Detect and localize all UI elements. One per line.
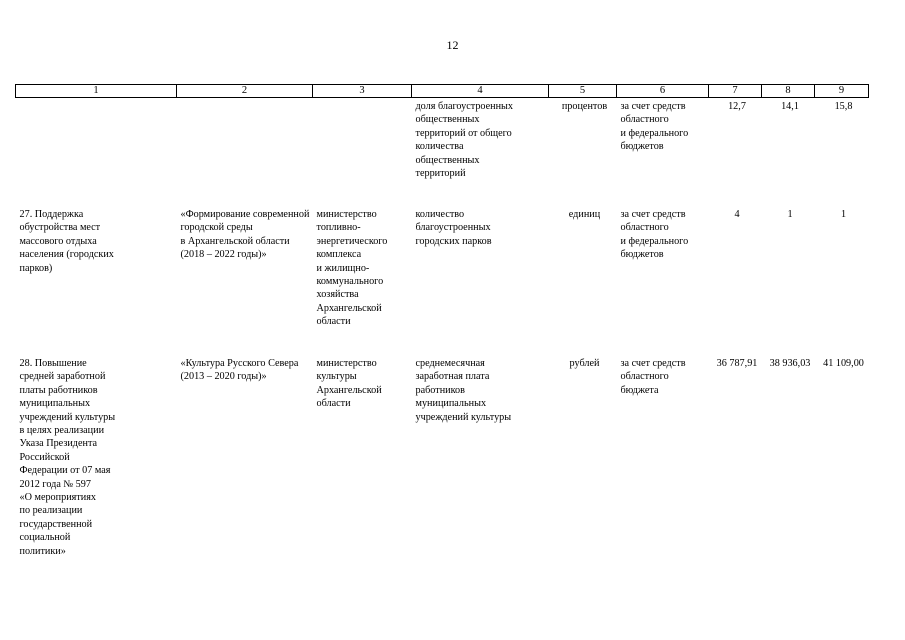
- value-cell-col9: 1: [840, 209, 847, 220]
- unit-cell: рублей: [569, 358, 600, 369]
- event-name-cell: 28. Повышение средней заработной платы работников муниципальных учреждений культуры в целях реализации Указа Президента Российской Федерации от 07 мая 2012 года № 597 «О мероприятиях по реализации государственной социальной политики»: [19, 358, 116, 557]
- value-cell-col9: 41 109,00: [823, 358, 864, 369]
- event-name-cell: [16, 98, 177, 205]
- page-number: 12: [446, 38, 459, 52]
- value-cell-col8: 1: [787, 209, 793, 220]
- table-row: [16, 98, 869, 205]
- column-header: 9: [815, 85, 869, 98]
- program-cell: «Культура Русского Севера (2013 – 2020 годы)»: [180, 358, 299, 383]
- column-header: 8: [762, 85, 815, 98]
- executor-cell: министерство топливно- энергетического комплекса и жилищно- коммунального хозяйства Архангельской области: [316, 209, 388, 328]
- value-cell-col8: 14,1: [781, 101, 799, 112]
- column-header: 5: [549, 85, 617, 98]
- funding-source-cell: за счет средств областного и федерального бюджетов: [620, 209, 689, 261]
- table-row: [16, 353, 869, 558]
- column-number-header-row: [16, 85, 869, 98]
- funding-source-cell: за счет средств областного и федерального бюджетов: [620, 101, 689, 153]
- column-header: 3: [313, 85, 412, 98]
- value-cell-col8: 38 936,03: [769, 358, 811, 369]
- indicator-cell: доля благоустроенных общественных территорий от общего количества общественных территорий: [415, 101, 513, 180]
- event-name-cell: 27. Поддержка обустройства мест массового отдыха населения (городских парков): [19, 209, 114, 274]
- unit-cell: единиц: [568, 209, 601, 220]
- unit-cell: процентов: [561, 101, 608, 112]
- value-cell-col9: 15,8: [834, 101, 853, 112]
- executor-cell: министерство культуры Архангельской области: [316, 358, 382, 410]
- executor-cell: [313, 98, 412, 205]
- table-row: [16, 204, 869, 353]
- indicator-cell: количество благоустроенных городских парков: [415, 209, 492, 247]
- value-cell-col7: 12,7: [728, 101, 746, 112]
- value-cell-col7: 36 787,91: [716, 358, 758, 369]
- program-cell: «Формирование современной городской среды в Архангельской области (2018 – 2022 годы)»: [180, 209, 310, 261]
- funding-source-cell: за счет средств областного бюджета: [620, 358, 686, 396]
- column-header: 2: [177, 85, 313, 98]
- column-header: 1: [16, 85, 177, 98]
- column-header: 6: [617, 85, 709, 98]
- data-table: [15, 84, 869, 558]
- column-header: 4: [412, 85, 549, 98]
- program-cell: [177, 98, 313, 205]
- indicator-cell: среднемесячная заработная плата работников муниципальных учреждений культуры: [415, 358, 512, 423]
- value-cell-col7: 4: [734, 209, 740, 220]
- column-header: 7: [709, 85, 762, 98]
